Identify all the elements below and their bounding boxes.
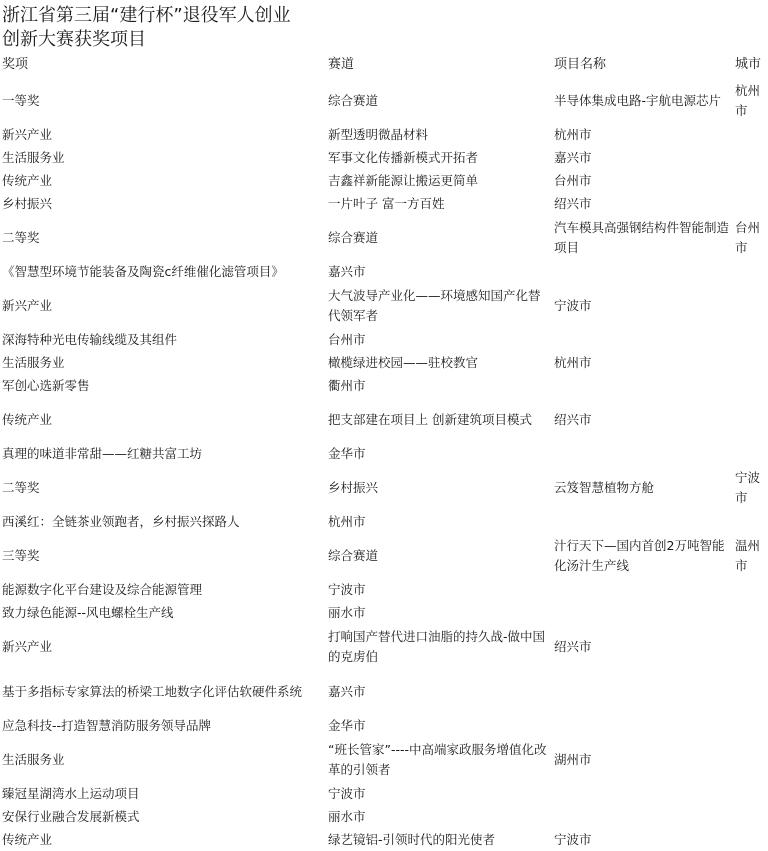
table-cell: 安保行业融合发展新模式 (2, 808, 140, 824)
table-cell: 衢州市 (328, 377, 366, 393)
table-cell (552, 260, 733, 283)
table-row (0, 78, 768, 123)
table-cell: 汽车模具高强钢结构件智能制造项目 (554, 219, 730, 255)
table-row (0, 146, 768, 169)
table-row (0, 669, 768, 714)
table-cell: 宁波市 (328, 581, 366, 597)
table-header-row (0, 55, 768, 78)
table-cell: 吉鑫祥新能源让搬运更简单 (328, 172, 479, 188)
table-row (0, 374, 768, 397)
table-cell: 绿艺镜铝-引领时代的阳光使者 (328, 831, 496, 847)
header-award: 奖项 (2, 57, 29, 72)
table-cell (552, 714, 733, 737)
table-cell: 生活服务业 (2, 751, 65, 767)
header-project-name: 项目名称 (554, 57, 607, 72)
table-cell: 半导体集成电路-宇航电源芯片 (554, 92, 722, 108)
table-cell: 宁波市 (735, 469, 761, 505)
table-cell: 新型透明微晶材料 (328, 126, 429, 142)
table-row (0, 782, 768, 805)
table-cell: 二等奖 (2, 229, 40, 245)
table-row (0, 805, 768, 828)
table-cell: 嘉兴市 (554, 149, 592, 165)
header-city: 城市 (735, 57, 762, 72)
table-cell: 乡村振兴 (2, 195, 53, 211)
table-cell: 军事文化传播新模式开拓者 (328, 149, 479, 165)
table-cell: 宁波市 (554, 831, 592, 847)
table-cell: 汁行天下—国内首创2万吨智能化汤汁生产线 (554, 537, 725, 573)
table-cell: 大气波导产业化——环境感知国产化替代领军者 (328, 287, 541, 323)
table-row (0, 397, 768, 442)
table-cell: 杭州市 (735, 82, 761, 118)
table-cell: 打响国产替代进口油脂的持久战-做中国的克虏伯 (328, 628, 546, 664)
table-cell: 嘉兴市 (328, 683, 366, 699)
title-line-2: 创新大赛获奖项目 (2, 29, 146, 50)
table-cell: 军创心选新零售 (2, 377, 90, 393)
table-cell: 新兴产业 (2, 297, 53, 313)
table-row (0, 601, 768, 624)
table-cell: 温州市 (735, 537, 761, 573)
table-cell (733, 283, 768, 328)
table-cell (552, 374, 733, 397)
table-cell: 杭州市 (554, 126, 592, 142)
table-cell (733, 601, 768, 624)
table-cell: 金华市 (328, 717, 366, 733)
table-cell: 一片叶子 富一方百姓 (328, 195, 445, 211)
table-cell: 杭州市 (328, 513, 366, 529)
table-cell: 真理的味道非常甜——红糖共富工坊 (2, 445, 203, 461)
table-row (0, 283, 768, 328)
table-cell: 综合赛道 (328, 229, 379, 245)
table-cell (733, 578, 768, 601)
table-cell (552, 578, 733, 601)
table-row (0, 442, 768, 465)
table-cell: 生活服务业 (2, 149, 65, 165)
table-cell (733, 192, 768, 215)
table-cell: 丽水市 (328, 604, 366, 620)
table-cell: 绍兴市 (554, 195, 592, 211)
table-cell: 三等奖 (2, 547, 40, 563)
header-track: 赛道 (328, 57, 355, 72)
table-cell: 一等奖 (2, 92, 40, 108)
table-cell: 橄榄绿进校园——驻校教官 (328, 354, 479, 370)
table-cell (733, 828, 768, 851)
table-cell (733, 714, 768, 737)
table-cell (733, 782, 768, 805)
table-cell: 杭州市 (554, 354, 592, 370)
table-row (0, 533, 768, 578)
table-cell (733, 351, 768, 374)
table-cell: 传统产业 (2, 411, 53, 427)
table-cell: 传统产业 (2, 172, 53, 188)
table-row (0, 328, 768, 351)
table-row (0, 624, 768, 669)
table-row (0, 169, 768, 192)
table-cell (733, 624, 768, 669)
table-cell: 生活服务业 (2, 354, 65, 370)
table-cell: 致力绿色能源--风电螺栓生产线 (2, 604, 174, 620)
table-cell: 能源数字化平台建设及综合能源管理 (2, 581, 203, 597)
table-cell: 把支部建在项目上 创新建筑项目模式 (328, 411, 532, 427)
table-row (0, 192, 768, 215)
table-cell: 深海特种光电传输线缆及其组件 (2, 331, 178, 347)
award-table (0, 55, 768, 851)
table-cell: 二等奖 (2, 479, 40, 495)
table-cell: 嘉兴市 (328, 263, 366, 279)
table-cell: 传统产业 (2, 831, 53, 847)
page-title (0, 0, 342, 52)
table-row (0, 351, 768, 374)
table-cell (552, 601, 733, 624)
table-cell: 台州市 (554, 172, 592, 188)
table-cell (733, 669, 768, 714)
table-cell: “班长管家”----中高端家政服务增值化改革的引领者 (328, 741, 547, 777)
table-row (0, 737, 768, 782)
table-row (0, 578, 768, 601)
table-cell: 绍兴市 (554, 411, 592, 427)
table-cell: 宁波市 (328, 785, 366, 801)
table-cell: 湖州市 (554, 751, 592, 767)
table-row (0, 828, 768, 851)
table-cell: 台州市 (328, 331, 366, 347)
table-cell (733, 169, 768, 192)
table-cell: 乡村振兴 (328, 479, 379, 495)
table-cell (733, 510, 768, 533)
table-cell: 综合赛道 (328, 547, 379, 563)
table-cell (733, 737, 768, 782)
table-cell: 宁波市 (554, 297, 592, 313)
table-cell (733, 260, 768, 283)
table-cell (552, 510, 733, 533)
table-row (0, 215, 768, 260)
table-cell: 臻冠星湖湾水上运动项目 (2, 785, 140, 801)
table-row (0, 510, 768, 533)
table-cell: 基于多指标专家算法的桥梁工地数字化评估软硬件系统 (2, 683, 303, 699)
table-row (0, 123, 768, 146)
table-cell (733, 374, 768, 397)
table-cell (552, 805, 733, 828)
table-cell: 金华市 (328, 445, 366, 461)
table-row (0, 465, 768, 510)
table-cell (552, 442, 733, 465)
table-cell (552, 669, 733, 714)
table-cell: 《智慧型环境节能装备及陶瓷c纤维催化滤管项目》 (2, 263, 284, 279)
table-cell (733, 397, 768, 442)
table-row (0, 714, 768, 737)
table-cell: 云笈智慧植物方舱 (554, 479, 655, 495)
table-cell (733, 328, 768, 351)
title-line-1: 浙江省第三届“建行杯”退役军人创业 (2, 5, 291, 26)
table-cell (733, 146, 768, 169)
table-cell: 台州市 (735, 219, 761, 255)
table-row (0, 260, 768, 283)
table-cell (733, 123, 768, 146)
table-cell: 综合赛道 (328, 92, 379, 108)
table-cell (552, 328, 733, 351)
table-cell (733, 442, 768, 465)
table-cell (552, 782, 733, 805)
table-cell (733, 805, 768, 828)
table-cell: 西溪红：全链茶业领跑者，乡村振兴探路人 (2, 513, 240, 529)
table-cell: 新兴产业 (2, 638, 53, 654)
table-cell: 绍兴市 (554, 638, 592, 654)
table-cell: 应急科技--打造智慧消防服务领导品牌 (2, 717, 212, 733)
table-cell: 新兴产业 (2, 126, 53, 142)
table-cell: 丽水市 (328, 808, 366, 824)
